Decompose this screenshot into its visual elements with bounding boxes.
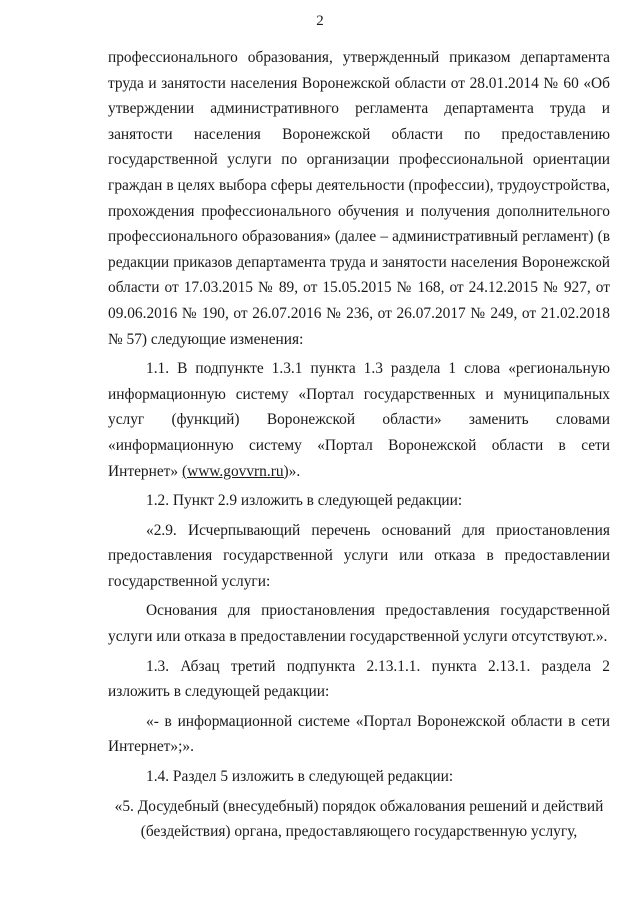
paragraph-item-1-2: 1.2. Пункт 2.9 изложить в следующей редакции: bbox=[146, 492, 463, 510]
paragraph-item-1-1-end: ». bbox=[288, 462, 301, 480]
page-number: 2 bbox=[316, 13, 324, 29]
paragraph-clause-2-9: «2.9. Исчерпывающий перечень оснований для приостановления предоставления государственной услуги или отказа в предоставлении государственной услуги: bbox=[108, 521, 610, 590]
section-5-title: «5. Досудебный (внесудебный) порядок обжалования решений и действий (бездействия) органа, предоставляющего государственную услугу, bbox=[114, 797, 604, 841]
paragraph-item-1-4: 1.4. Раздел 5 изложить в следующей редакции: bbox=[146, 768, 454, 786]
paragraph-order-intro: профессионального образования, утвержденный приказом департамента труда и занятости населения Воронежской области от 28.01.2014 № 60 «Об утверждении административного регламента департамента труда и занятости населения Воронежской области по предоставлению государственной услуги по организации профессиональной ориентации граждан в целях выбора сферы деятельности (профессии), трудоустройства, прохождения профессионального обучения и получения дополнительного профессионального образования» (далее – административный регламент) (в редакции приказов департамента труда и занятости населения Воронежской области от 17.03.2015 № 89, от 15.05.2015 № 168, от 24.12.2015 № 927, от 09.06.2016 № 190, от 26.07.2016 № 236, от 26.07.2017 № 249, от 21.02.2018 № 57) следующие изменения: bbox=[108, 49, 610, 348]
paragraph-item-1-3: 1.3. Абзац третий подпункта 2.13.1.1. пункта 2.13.1. раздела 2 изложить в следующей редакции: bbox=[108, 657, 610, 701]
paragraph-portal-quote: «- в информационной системе «Портал Воронежской области в сети Интернет»;». bbox=[108, 712, 610, 756]
paragraph-grounds: Основания для приостановления предоставления государственной услуги или отказа в предоставлении государственной услуги отсутствуют.». bbox=[108, 602, 610, 646]
document-body bbox=[108, 45, 610, 845]
paragraph-item-1-1-text: 1.1. В подпункте 1.3.1 пункта 1.3 раздела 1 слова «региональную информационную систему «Портал государственных и муниципальных услуг (функций) Воронежской области» заменить словами «информационную систему «Портал Воронежской области в сети Интернет» bbox=[108, 360, 610, 480]
govvrn-link[interactable]: (www.govvrn.ru) bbox=[181, 462, 289, 480]
paragraph-item-1-1 bbox=[108, 356, 610, 484]
